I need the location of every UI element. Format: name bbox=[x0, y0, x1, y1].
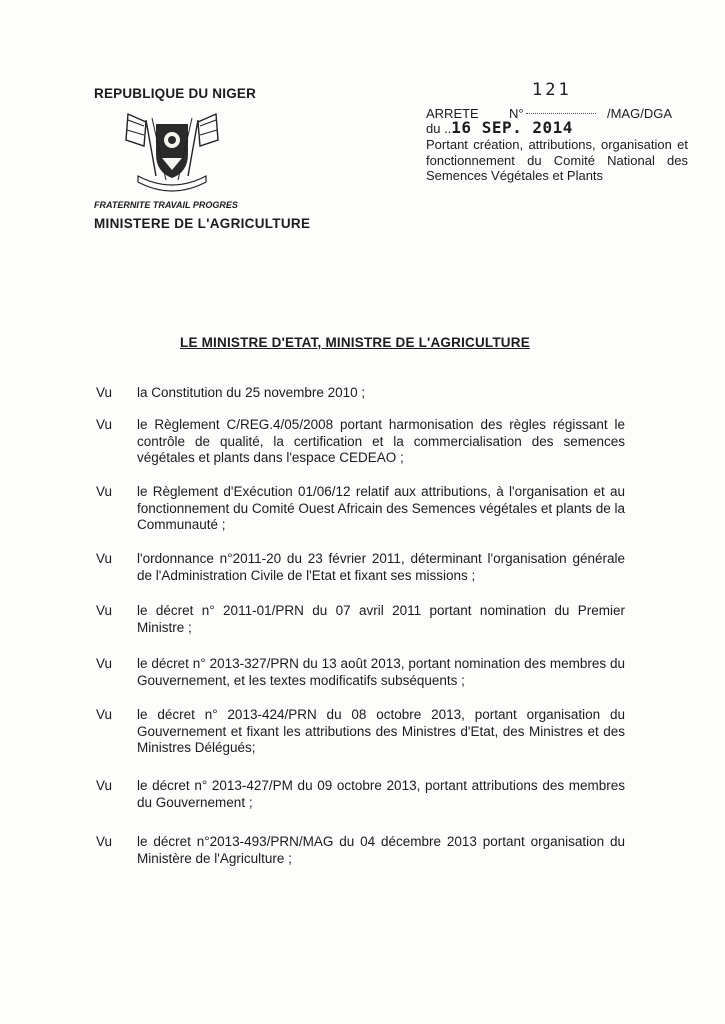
national-motto: FRATERNITE TRAVAIL PROGRES bbox=[94, 200, 238, 210]
date-prefix: du .. bbox=[426, 121, 452, 136]
ministry-heading: MINISTERE DE L'AGRICULTURE bbox=[94, 216, 311, 231]
arrete-number-handwritten: 121 bbox=[532, 80, 572, 100]
vu-label: Vu bbox=[96, 484, 113, 499]
vu-label: Vu bbox=[96, 603, 113, 618]
vu-label: Vu bbox=[96, 707, 113, 722]
vu-text: la Constitution du 25 novembre 2010 ; bbox=[137, 385, 366, 400]
vu-text: le décret n° 2013-424/PRN du 08 octobre 2013, portant organisation du Gouvernement et fixant les attributions des Ministres d'Etat, des Ministres et des Ministres Délégués; bbox=[137, 707, 625, 755]
arrete-subject: Portant création, attributions, organisation et fonctionnement du Comité National des Semences Végétales et Plants bbox=[426, 137, 688, 184]
vu-label: Vu bbox=[96, 385, 113, 400]
number-label: N° bbox=[509, 106, 524, 121]
vu-text: le décret n°2013-493/PRN/MAG du 04 décembre 2013 portant organisation du Ministère de l'Agriculture ; bbox=[137, 834, 625, 866]
vu-label: Vu bbox=[96, 417, 113, 432]
arrete-date-line bbox=[426, 118, 573, 137]
vu-label: Vu bbox=[96, 551, 113, 566]
vu-text: le Règlement d'Exécution 01/06/12 relatif aux attributions, à l'organisation et au fonctionnement du Comité Ouest Africain des Semences végétales et plants de la Communauté ; bbox=[137, 484, 625, 532]
vu-text: le Règlement C/REG.4/05/2008 portant harmonisation des règles régissant le contrôle de qualité, la certification et la commercialisation des semences végétales et plants dans l'espace CEDEAO ; bbox=[137, 417, 625, 465]
vu-text: l'ordonnance n°2011-20 du 23 février 2011, déterminant l'organisation générale de l'Administration Civile de l'Etat et fixant ses missions ; bbox=[137, 551, 625, 583]
vu-label: Vu bbox=[96, 778, 113, 793]
vu-label: Vu bbox=[96, 656, 113, 671]
vu-text: le décret n° 2011-01/PRN du 07 avril 2011 portant nomination du Premier Ministre ; bbox=[137, 603, 625, 635]
arrete-suffix: /MAG/DGA bbox=[606, 106, 672, 121]
number-dotted-line bbox=[526, 113, 596, 114]
niger-coat-of-arms-icon bbox=[116, 110, 228, 194]
vu-label: Vu bbox=[96, 834, 113, 849]
document-title: LE MINISTRE D'ETAT, MINISTRE DE L'AGRICULTURE bbox=[180, 335, 530, 350]
vu-text: le décret n° 2013-327/PRN du 13 août 2013, portant nomination des membres du Gouvernement, et les textes modificatifs subséquents ; bbox=[137, 656, 625, 688]
vu-text: le décret n° 2013-427/PM du 09 octobre 2013, portant attributions des membres du Gouvernement ; bbox=[137, 778, 625, 810]
arrete-label: ARRETE bbox=[426, 106, 479, 121]
date-stamp: 16 SEP. 2014 bbox=[451, 118, 573, 137]
republic-heading: REPUBLIQUE DU NIGER bbox=[94, 86, 257, 101]
